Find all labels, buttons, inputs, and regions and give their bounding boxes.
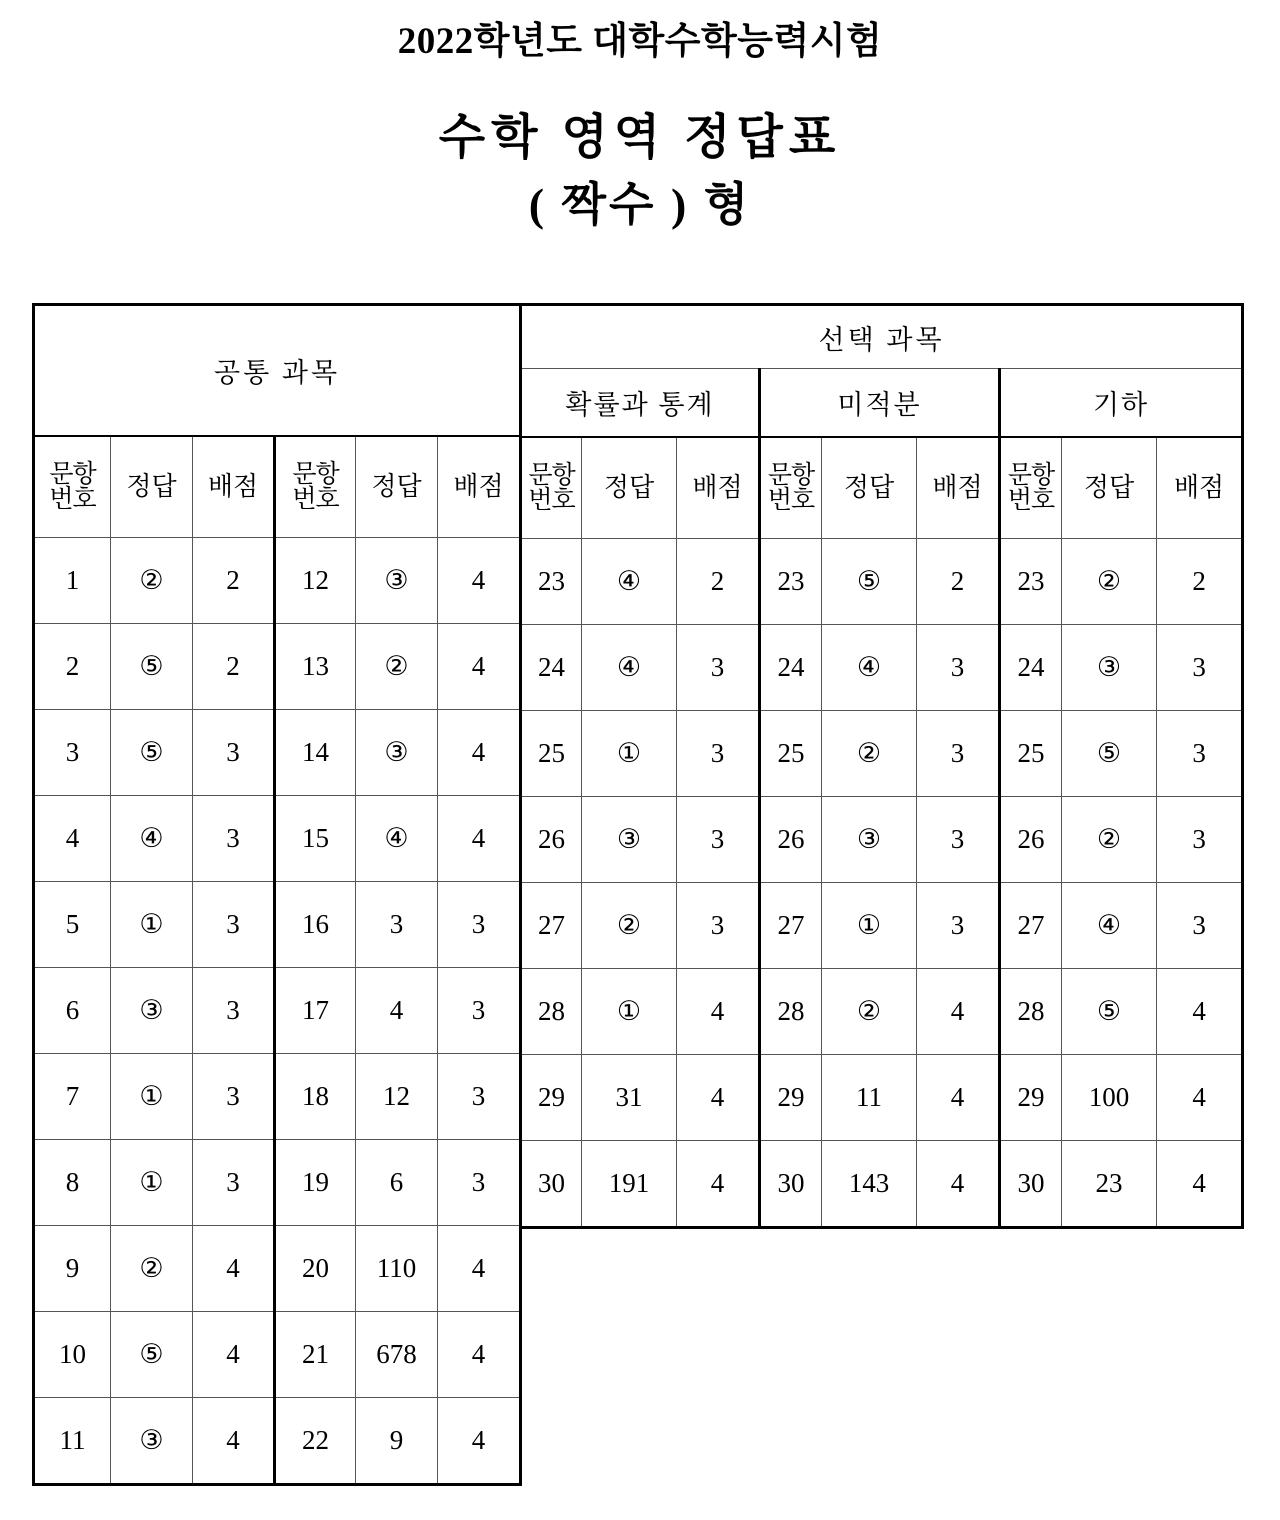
col-label-answer: 정답	[111, 436, 193, 538]
cell-answer: ④	[822, 625, 917, 711]
cell-question-no: 4	[34, 796, 111, 882]
col-label-line1: 문항	[292, 460, 339, 488]
cell-points: 3	[917, 797, 1000, 883]
cell-answer: ③	[582, 797, 677, 883]
table-row	[34, 624, 521, 710]
table-group-header-row	[521, 305, 1243, 369]
table-row	[521, 539, 1243, 625]
cell-answer: 6	[356, 1140, 438, 1226]
col-label-points: 배점	[677, 437, 760, 539]
cell-answer: 3	[356, 882, 438, 968]
cell-question-no: 16	[275, 882, 356, 968]
cell-question-no: 23	[521, 539, 582, 625]
cell-question-no: 30	[521, 1141, 582, 1228]
cell-question-no: 26	[521, 797, 582, 883]
cell-answer: ③	[111, 1398, 193, 1485]
cell-answer: ②	[356, 624, 438, 710]
subject-header-calculus: 미적분	[760, 369, 1000, 438]
cell-answer: ②	[582, 883, 677, 969]
subject-header-probability-statistics: 확률과 통계	[521, 369, 760, 438]
subject-header-geometry: 기하	[1000, 369, 1243, 438]
cell-question-no: 24	[1000, 625, 1062, 711]
cell-question-no: 6	[34, 968, 111, 1054]
col-label-points: 배점	[917, 437, 1000, 539]
cell-question-no: 12	[275, 538, 356, 624]
cell-question-no: 9	[34, 1226, 111, 1312]
cell-answer: ③	[1062, 625, 1157, 711]
cell-points: 3	[438, 1140, 521, 1226]
table-row	[521, 625, 1243, 711]
cell-question-no: 21	[275, 1312, 356, 1398]
cell-answer: 678	[356, 1312, 438, 1398]
cell-points: 3	[193, 710, 275, 796]
col-label-line2: 번호	[1007, 487, 1055, 514]
cell-answer: ⑤	[111, 710, 193, 796]
cell-points: 3	[1157, 883, 1243, 969]
cell-question-no: 29	[1000, 1055, 1062, 1141]
col-label-points: 배점	[438, 436, 521, 538]
col-label-line2: 번호	[528, 487, 575, 514]
cell-points: 4	[677, 1055, 760, 1141]
cell-answer: ⑤	[1062, 969, 1157, 1055]
table-row	[34, 1398, 521, 1485]
col-label-line1: 문항	[1007, 461, 1055, 489]
cell-points: 4	[438, 796, 521, 882]
cell-points: 3	[1157, 625, 1243, 711]
cell-points: 2	[1157, 539, 1243, 625]
cell-answer: 100	[1062, 1055, 1157, 1141]
table-row	[521, 969, 1243, 1055]
cell-points: 3	[438, 968, 521, 1054]
cell-question-no: 2	[34, 624, 111, 710]
cell-question-no: 7	[34, 1054, 111, 1140]
cell-answer: ③	[111, 968, 193, 1054]
cell-points: 4	[1157, 1141, 1243, 1228]
table-row	[34, 1140, 521, 1226]
table-group-header-row	[34, 305, 521, 437]
cell-question-no: 5	[34, 882, 111, 968]
table-row	[34, 796, 521, 882]
col-label-question-no	[275, 436, 356, 538]
cell-points: 4	[1157, 1055, 1243, 1141]
cell-question-no: 25	[760, 711, 822, 797]
cell-question-no: 26	[760, 797, 822, 883]
cell-answer: ②	[111, 1226, 193, 1312]
col-label-answer: 정답	[356, 436, 438, 538]
cell-answer: ②	[822, 711, 917, 797]
cell-question-no: 15	[275, 796, 356, 882]
cell-answer: ④	[111, 796, 193, 882]
cell-points: 3	[1157, 797, 1243, 883]
cell-points: 4	[438, 1226, 521, 1312]
cell-points: 4	[438, 1312, 521, 1398]
table-row	[34, 968, 521, 1054]
page-title: 수학 영역 정답표	[438, 111, 842, 164]
col-label-answer: 정답	[822, 437, 917, 539]
elective-subject-table	[519, 303, 1244, 1229]
col-label-question-no	[34, 436, 111, 538]
cell-question-no: 22	[275, 1398, 356, 1485]
cell-answer: 143	[822, 1141, 917, 1228]
table-row	[34, 882, 521, 968]
col-label-line1: 문항	[49, 460, 96, 488]
cell-question-no: 10	[34, 1312, 111, 1398]
cell-question-no: 24	[521, 625, 582, 711]
cell-answer: 23	[1062, 1141, 1157, 1228]
cell-question-no: 18	[275, 1054, 356, 1140]
form-type-heading: ( 짝수 ) 형	[528, 179, 752, 230]
cell-answer: ②	[111, 538, 193, 624]
cell-points: 3	[917, 883, 1000, 969]
col-label-line1: 문항	[528, 461, 575, 489]
table-column-label-row	[34, 436, 521, 538]
table-row	[34, 710, 521, 796]
cell-question-no: 23	[1000, 539, 1062, 625]
cell-points: 3	[917, 625, 1000, 711]
cell-points: 2	[677, 539, 760, 625]
cell-points: 3	[193, 1054, 275, 1140]
cell-question-no: 14	[275, 710, 356, 796]
group-header-elective: 선택 과목	[521, 305, 1243, 369]
col-label-answer: 정답	[1062, 437, 1157, 539]
col-label-points: 배점	[1157, 437, 1243, 539]
cell-points: 4	[438, 624, 521, 710]
cell-points: 4	[917, 1055, 1000, 1141]
cell-answer: 31	[582, 1055, 677, 1141]
col-label-line2: 번호	[292, 486, 339, 513]
cell-points: 4	[438, 1398, 521, 1485]
cell-answer: ①	[111, 1054, 193, 1140]
cell-answer: ①	[111, 882, 193, 968]
cell-points: 4	[1157, 969, 1243, 1055]
cell-points: 4	[193, 1312, 275, 1398]
col-label-question-no	[760, 437, 822, 539]
cell-answer: ②	[1062, 539, 1157, 625]
cell-points: 3	[677, 883, 760, 969]
cell-question-no: 13	[275, 624, 356, 710]
cell-question-no: 30	[1000, 1141, 1062, 1228]
cell-points: 4	[677, 1141, 760, 1228]
cell-question-no: 11	[34, 1398, 111, 1485]
cell-points: 3	[438, 882, 521, 968]
cell-points: 3	[193, 968, 275, 1054]
cell-answer: ③	[356, 710, 438, 796]
table-row	[34, 1312, 521, 1398]
cell-question-no: 28	[1000, 969, 1062, 1055]
cell-question-no: 27	[760, 883, 822, 969]
cell-answer: ⑤	[111, 1312, 193, 1398]
cell-points: 3	[677, 625, 760, 711]
cell-points: 2	[917, 539, 1000, 625]
cell-answer: ④	[582, 539, 677, 625]
cell-answer: ①	[111, 1140, 193, 1226]
cell-answer: ④	[582, 625, 677, 711]
cell-question-no: 20	[275, 1226, 356, 1312]
cell-points: 2	[193, 624, 275, 710]
table-subject-header-row	[521, 369, 1243, 438]
cell-answer: ③	[822, 797, 917, 883]
cell-answer: ②	[822, 969, 917, 1055]
cell-question-no: 25	[521, 711, 582, 797]
cell-question-no: 28	[521, 969, 582, 1055]
cell-points: 3	[677, 711, 760, 797]
table-row	[34, 1226, 521, 1312]
col-label-points: 배점	[193, 436, 275, 538]
cell-question-no: 29	[521, 1055, 582, 1141]
cell-answer: ①	[822, 883, 917, 969]
cell-points: 4	[193, 1226, 275, 1312]
col-label-answer: 정답	[582, 437, 677, 539]
col-label-question-no	[521, 437, 582, 539]
cell-answer: ④	[356, 796, 438, 882]
cell-points: 4	[438, 538, 521, 624]
cell-answer: ⑤	[822, 539, 917, 625]
cell-points: 3	[193, 796, 275, 882]
cell-answer: ①	[582, 711, 677, 797]
cell-answer: 9	[356, 1398, 438, 1485]
cell-question-no: 3	[34, 710, 111, 796]
cell-question-no: 1	[34, 538, 111, 624]
cell-answer: ①	[582, 969, 677, 1055]
cell-question-no: 29	[760, 1055, 822, 1141]
cell-question-no: 17	[275, 968, 356, 1054]
cell-question-no: 30	[760, 1141, 822, 1228]
cell-points: 4	[438, 710, 521, 796]
col-label-question-no	[1000, 437, 1062, 539]
cell-points: 3	[1157, 711, 1243, 797]
group-header-common: 공통 과목	[34, 305, 521, 437]
table-row	[521, 1055, 1243, 1141]
cell-points: 4	[677, 969, 760, 1055]
cell-points: 3	[193, 1140, 275, 1226]
cell-question-no: 25	[1000, 711, 1062, 797]
cell-question-no: 24	[760, 625, 822, 711]
cell-question-no: 26	[1000, 797, 1062, 883]
cell-points: 3	[677, 797, 760, 883]
cell-answer: ②	[1062, 797, 1157, 883]
table-row	[521, 797, 1243, 883]
cell-points: 4	[193, 1398, 275, 1485]
cell-answer: 191	[582, 1141, 677, 1228]
cell-points: 3	[917, 711, 1000, 797]
cell-points: 3	[438, 1054, 521, 1140]
cell-question-no: 27	[521, 883, 582, 969]
cell-points: 2	[193, 538, 275, 624]
cell-question-no: 23	[760, 539, 822, 625]
cell-points: 4	[917, 969, 1000, 1055]
col-label-line1: 문항	[767, 461, 815, 489]
cell-answer: ⑤	[1062, 711, 1157, 797]
table-row	[34, 538, 521, 624]
table-row	[521, 883, 1243, 969]
cell-question-no: 19	[275, 1140, 356, 1226]
cell-answer: ④	[1062, 883, 1157, 969]
col-label-line2: 번호	[49, 486, 96, 513]
exam-year-heading: 2022학년도 대학수학능력시험	[397, 21, 883, 62]
cell-points: 4	[917, 1141, 1000, 1228]
table-row	[521, 1141, 1243, 1228]
cell-answer: ⑤	[111, 624, 193, 710]
cell-points: 3	[193, 882, 275, 968]
cell-question-no: 28	[760, 969, 822, 1055]
cell-question-no: 8	[34, 1140, 111, 1226]
table-row	[521, 711, 1243, 797]
table-column-label-row	[521, 437, 1243, 539]
cell-answer: ③	[356, 538, 438, 624]
cell-question-no: 27	[1000, 883, 1062, 969]
common-subject-table	[32, 303, 522, 1486]
col-label-line2: 번호	[767, 487, 815, 514]
cell-answer: 12	[356, 1054, 438, 1140]
cell-answer: 4	[356, 968, 438, 1054]
cell-answer: 11	[822, 1055, 917, 1141]
table-row	[34, 1054, 521, 1140]
cell-answer: 110	[356, 1226, 438, 1312]
